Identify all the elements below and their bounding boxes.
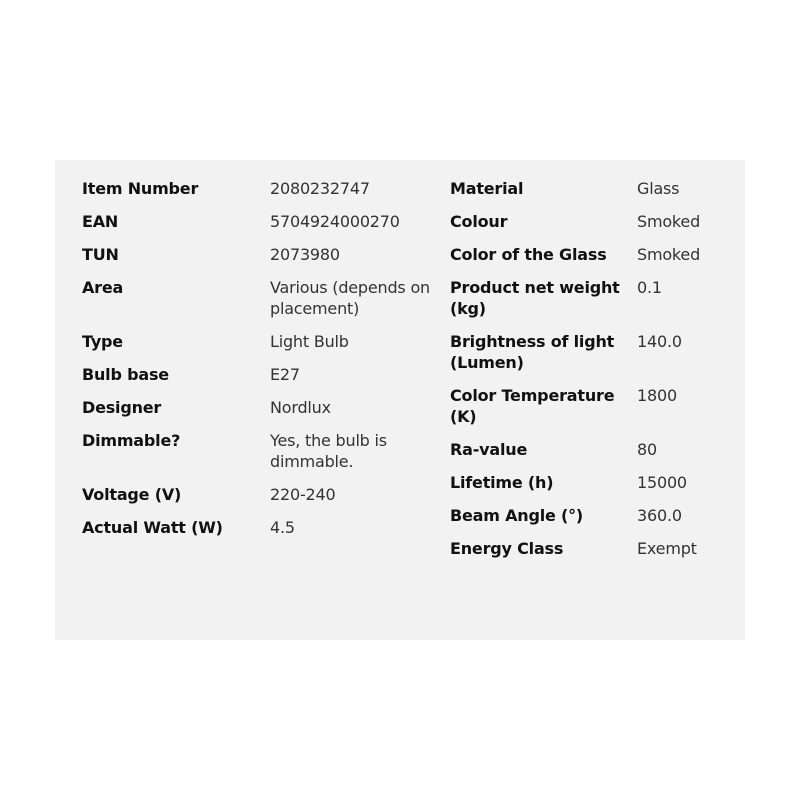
spec-value: Glass xyxy=(637,179,680,198)
spec-row xyxy=(450,244,740,265)
spec-row xyxy=(450,178,740,199)
spec-label: Color of the Glass xyxy=(450,245,607,264)
spec-row xyxy=(450,505,740,526)
spec-label: Colour xyxy=(450,212,508,231)
spec-value: 4.5 xyxy=(270,518,295,537)
spec-row xyxy=(82,211,437,232)
spec-value: 140.0 xyxy=(637,332,682,351)
spec-label: TUN xyxy=(82,245,119,264)
spec-label: EAN xyxy=(82,212,119,231)
spec-row xyxy=(82,397,437,418)
spec-value: 80 xyxy=(637,440,657,459)
spec-label: Lifetime (h) xyxy=(450,473,554,492)
spec-row xyxy=(450,277,740,319)
spec-column-left xyxy=(82,178,437,550)
spec-row xyxy=(82,430,437,472)
spec-label: Voltage (V) xyxy=(82,485,182,504)
spec-value: 0.1 xyxy=(637,278,662,297)
spec-column-right xyxy=(450,178,740,571)
spec-value: Smoked xyxy=(637,212,701,231)
spec-value: Various (depends on placement) xyxy=(270,278,430,318)
spec-label: Color Temperature (K) xyxy=(450,386,615,426)
spec-label: Beam Angle (°) xyxy=(450,506,584,525)
spec-row xyxy=(82,178,437,199)
spec-row xyxy=(450,211,740,232)
spec-label: Bulb base xyxy=(82,365,169,384)
spec-value: 220-240 xyxy=(270,485,336,504)
spec-value: 2073980 xyxy=(270,245,340,264)
spec-value: 2080232747 xyxy=(270,179,370,198)
spec-label: Brightness of light (Lumen) xyxy=(450,332,615,372)
spec-value: Smoked xyxy=(637,245,701,264)
spec-row xyxy=(82,277,437,319)
spec-label: Actual Watt (W) xyxy=(82,518,223,537)
spec-value: Exempt xyxy=(637,539,697,558)
spec-value: Nordlux xyxy=(270,398,331,417)
spec-row xyxy=(450,331,740,373)
spec-value: 1800 xyxy=(637,386,677,405)
specification-panel xyxy=(55,160,745,640)
spec-row xyxy=(450,472,740,493)
spec-row xyxy=(82,244,437,265)
spec-label: Dimmable? xyxy=(82,431,181,450)
spec-label: Item Number xyxy=(82,179,199,198)
spec-row xyxy=(82,364,437,385)
spec-label: Material xyxy=(450,179,524,198)
spec-label: Product net weight (kg) xyxy=(450,278,620,318)
spec-row xyxy=(82,484,437,505)
spec-value: Light Bulb xyxy=(270,332,349,351)
spec-value: E27 xyxy=(270,365,300,384)
spec-row xyxy=(82,331,437,352)
spec-row xyxy=(450,538,740,559)
spec-value: 360.0 xyxy=(637,506,682,525)
spec-label: Area xyxy=(82,278,124,297)
spec-value: 15000 xyxy=(637,473,687,492)
spec-label: Energy Class xyxy=(450,539,564,558)
spec-label: Type xyxy=(82,332,123,351)
spec-value: 5704924000270 xyxy=(270,212,400,231)
spec-label: Designer xyxy=(82,398,162,417)
spec-row xyxy=(450,385,740,427)
spec-value: Yes, the bulb is dimmable. xyxy=(270,431,387,471)
spec-label: Ra-value xyxy=(450,440,528,459)
spec-row xyxy=(450,439,740,460)
spec-row xyxy=(82,517,437,538)
